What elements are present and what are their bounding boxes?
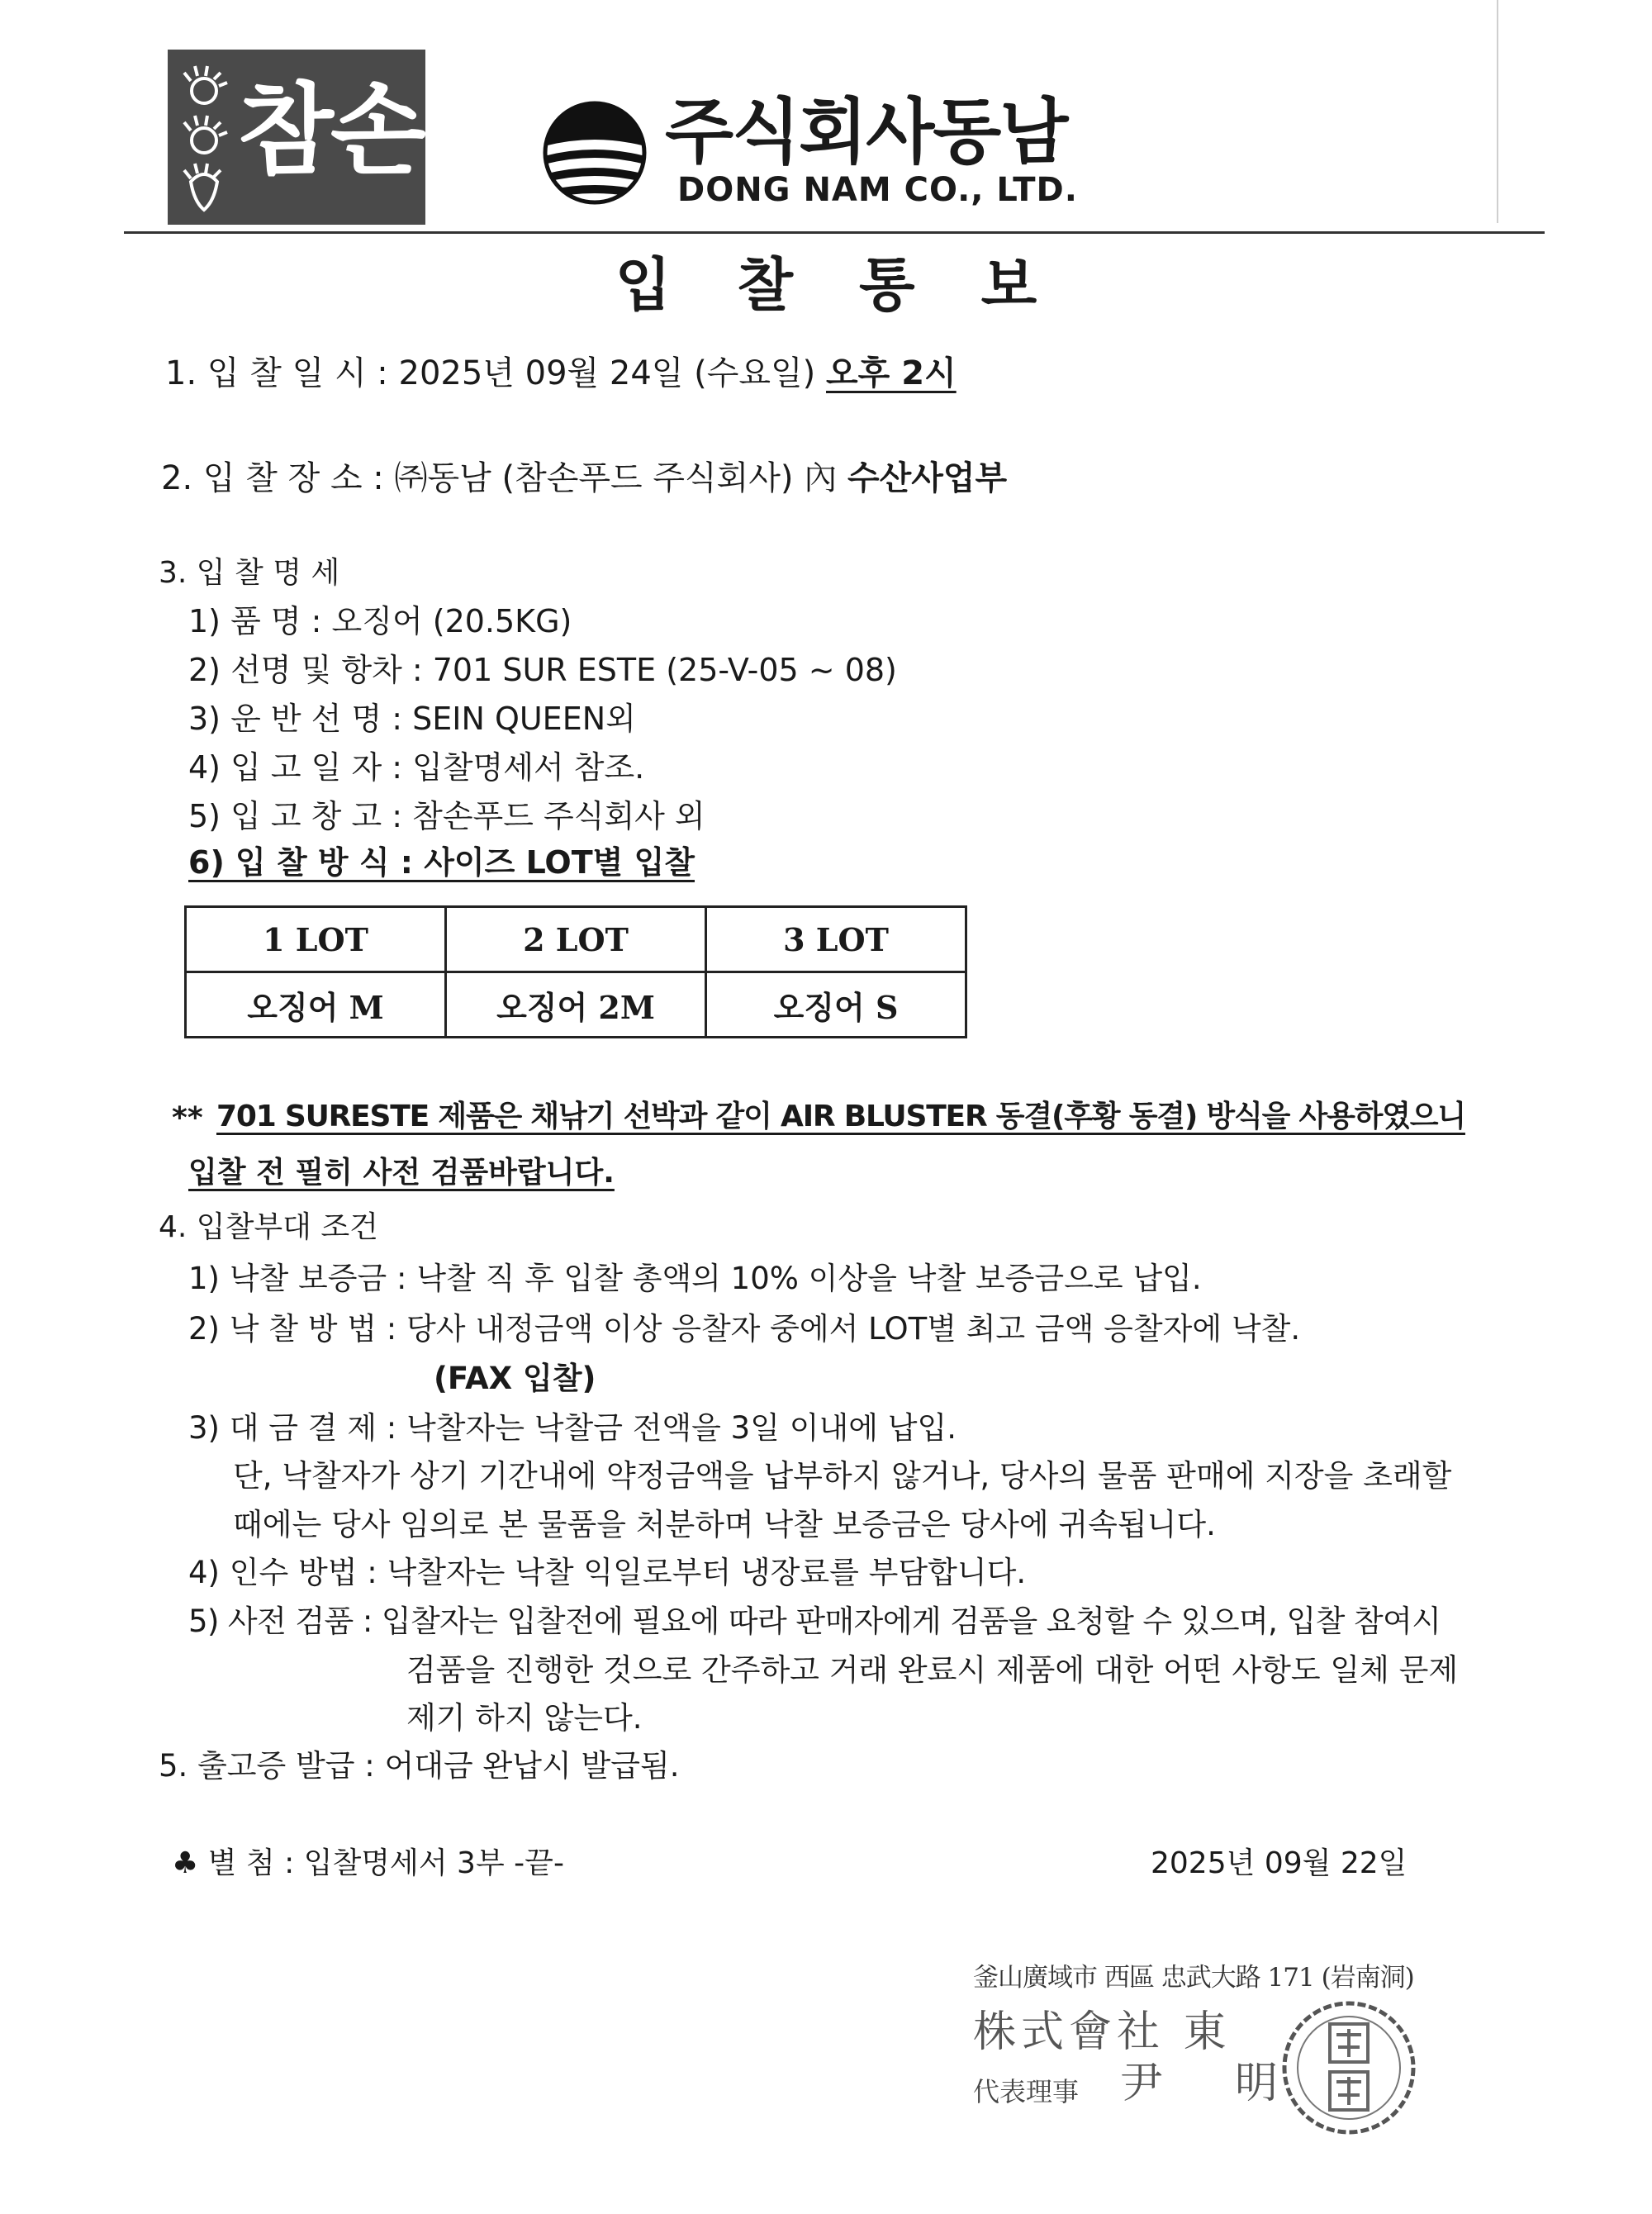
bid-spec-heading: 3. 입 찰 명 세 bbox=[159, 556, 340, 590]
condition-payment-line-2: 단, 낙찰자가 상기 기간내에 약정금액을 납부하지 않거나, 당사의 물품 판매에 지장을 초래할 bbox=[233, 1458, 1452, 1494]
hands-icon bbox=[173, 58, 239, 219]
conditions-heading: 4. 입찰부대 조건 bbox=[159, 1210, 378, 1244]
notice-line-2: 입찰 전 필히 사전 검품바랍니다. bbox=[188, 1156, 615, 1190]
notice-line-1: 701 SURESTE 제품은 채낚기 선박과 같이 AIR BLUSTER 동결(후황 동결) 방식을 사용하였으니 bbox=[216, 1100, 1465, 1133]
notice-stars: ** bbox=[172, 1101, 203, 1135]
lot-header-3: 3 LOT bbox=[706, 907, 966, 972]
bid-place-label: 2. 입 찰 장 소 : bbox=[161, 459, 395, 497]
sender-company: 株式會社 東 bbox=[973, 2007, 1232, 2057]
chamson-logo bbox=[168, 50, 425, 225]
condition-deposit: 1) 낙찰 보증금 : 낙찰 직 후 입찰 총액의 10% 이상을 낙찰 보증금으로 납입. bbox=[188, 1261, 1202, 1296]
lot-header-row bbox=[186, 907, 966, 972]
spec-receipt-date: 4) 입 고 일 자 : 입찰명세서 참조. bbox=[188, 749, 645, 786]
condition-inspection: 5) 사전 검품 : 입찰자는 입찰전에 필요에 따라 판매자에게 검품을 요청할 수 있으며, 입찰 참여시 bbox=[188, 1603, 1441, 1639]
chamson-logo-text: 참손 bbox=[238, 74, 423, 188]
lot-value-1: 오징어 M bbox=[186, 972, 446, 1038]
bid-date-value: 2025년 09월 24일 (수요일) bbox=[398, 354, 827, 392]
spec-vessel-voyage: 2) 선명 및 항차 : 701 SUR ESTE (25-V-05 ~ 08) bbox=[188, 652, 897, 688]
bid-time: 오후 2시 bbox=[826, 354, 957, 392]
lot-table bbox=[184, 905, 967, 1038]
company-name-en: DONG NAM CO., LTD. bbox=[677, 171, 1078, 209]
condition-fax-bid: (FAX 입찰) bbox=[434, 1361, 596, 1396]
spec-bid-method: 6) 입 찰 방 식 : 사이즈 LOT별 입찰 bbox=[188, 844, 695, 881]
sender-address: 釜山廣域市 西區 忠武大路 171 (岩南洞) bbox=[973, 1963, 1414, 1993]
lot-header-2: 2 LOT bbox=[446, 907, 706, 972]
spec-carrier: 3) 운 반 선 명 : SEIN QUEEN외 bbox=[188, 701, 636, 737]
bid-date-label: 1. 입 찰 일 시 : bbox=[165, 354, 399, 392]
condition-inspection-line-3: 제기 하지 않는다. bbox=[406, 1700, 643, 1736]
lot-header-1: 1 LOT bbox=[186, 907, 446, 972]
condition-payment: 3) 대 금 결 제 : 낙찰자는 낙찰금 전액을 3일 이내에 납입. bbox=[188, 1410, 957, 1446]
spec-warehouse: 5) 입 고 창 고 : 참손푸드 주식회사 외 bbox=[188, 798, 705, 834]
bid-dept: 수산사업부 bbox=[847, 459, 1008, 497]
bid-place-line bbox=[161, 458, 1007, 498]
lot-value-2: 오징어 2M bbox=[446, 972, 706, 1038]
condition-takeover: 4) 인수 방법 : 낙찰자는 낙찰 익일로부터 냉장료를 부담합니다. bbox=[188, 1555, 1027, 1590]
release-slip: 5. 출고증 발급 : 어대금 완납시 발급됨. bbox=[159, 1748, 680, 1784]
bid-date-line bbox=[165, 354, 957, 393]
attachment-note: ♣ 별 첨 : 입찰명세서 3부 -끝- bbox=[172, 1846, 564, 1880]
representative-name-2: 明 bbox=[1235, 2059, 1279, 2108]
company-seal-icon bbox=[1279, 1998, 1419, 2138]
document-title: 입찰통보 bbox=[615, 251, 1104, 319]
bid-place-value: ㈜동남 (참손푸드 주식회사) 內 bbox=[394, 459, 847, 497]
lot-value-row bbox=[186, 972, 966, 1038]
spec-item-name: 1) 품 명 : 오징어 (20.5KG) bbox=[188, 603, 572, 639]
condition-award-method: 2) 낙 찰 방 법 : 당사 내정금액 이상 응찰자 중에서 LOT별 최고 금액 응찰자에 낙찰. bbox=[188, 1311, 1301, 1347]
company-name-kr: 주식회사동남 bbox=[665, 91, 1067, 173]
representative-title: 代表理事 bbox=[973, 2076, 1080, 2107]
dongnam-emblem-icon bbox=[541, 99, 648, 207]
condition-inspection-line-2: 검품을 진행한 것으로 간주하고 거래 완료시 제품에 대한 어떤 사항도 일체 문제 bbox=[406, 1652, 1459, 1688]
issue-date: 2025년 09월 22일 bbox=[1151, 1846, 1408, 1880]
page-edge-line bbox=[1497, 0, 1498, 223]
header-divider bbox=[124, 231, 1545, 234]
lot-value-3: 오징어 S bbox=[706, 972, 966, 1038]
condition-payment-line-3: 때에는 당사 임의로 본 물품을 처분하며 낙찰 보증금은 당사에 귀속됩니다. bbox=[233, 1507, 1216, 1542]
representative-name-1: 尹 bbox=[1120, 2059, 1164, 2108]
